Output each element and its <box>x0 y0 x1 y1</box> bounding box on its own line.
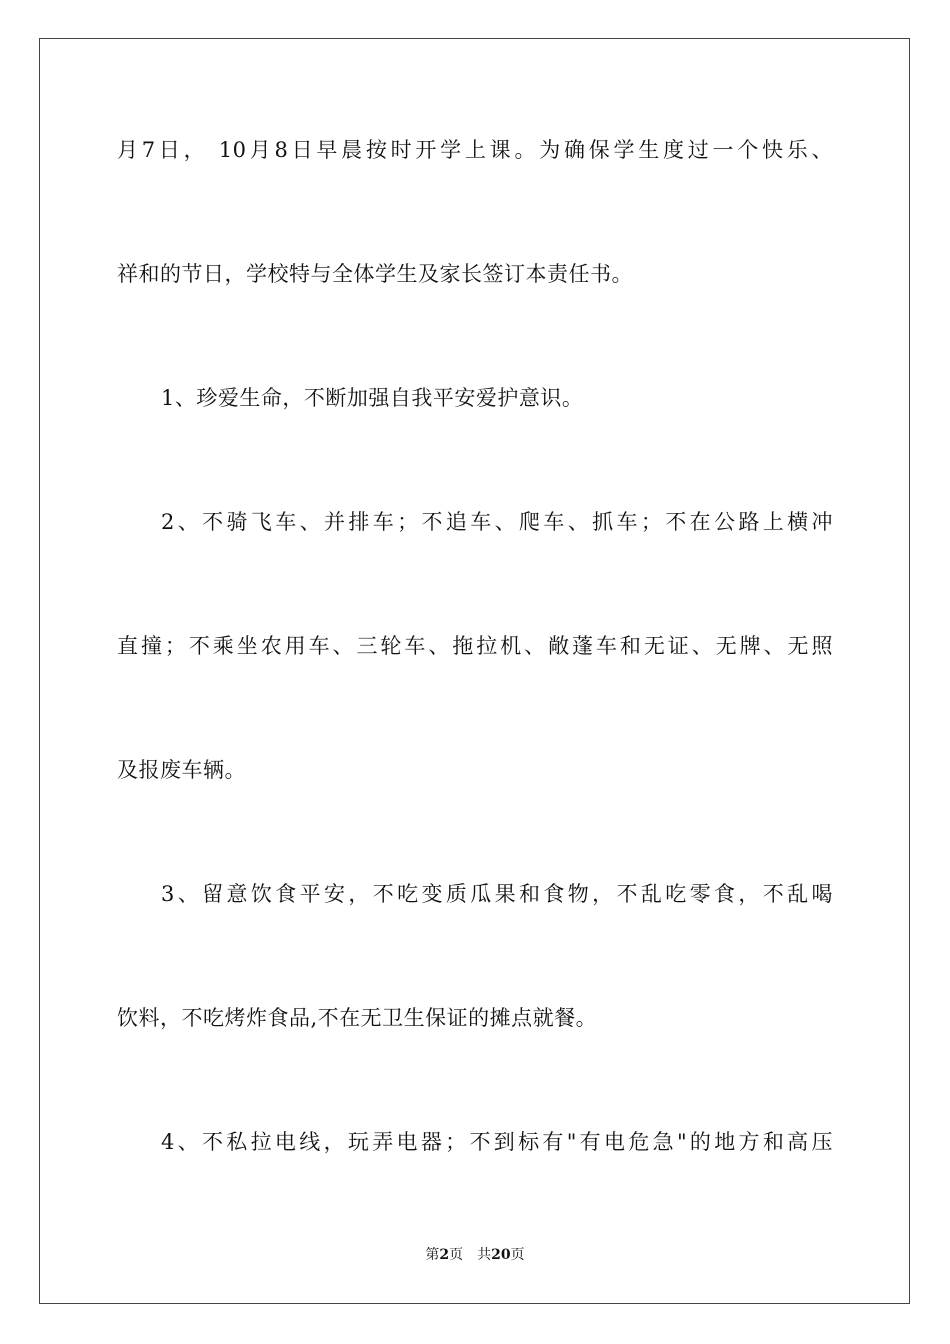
body-line-1: 月7日， 10月8日早晨按时开学上课。为确保学生度过一个快乐、 <box>117 138 833 162</box>
body-line-6: 及报废车辆。 <box>117 758 246 782</box>
body-line-5: 直撞；不乘坐农用车、三轮车、拖拉机、敞蓬车和无证、无牌、无照 <box>117 634 833 658</box>
footer-page-suffix: 页 <box>449 1247 464 1263</box>
body-line-9: 4、不私拉电线，玩弄电器；不到标有"有电危急"的地方和高压 <box>161 1130 833 1154</box>
body-line-7: 3、留意饮食平安，不吃变质瓜果和食物，不乱吃零食，不乱喝 <box>161 882 833 906</box>
footer-page-total: 20 <box>491 1247 511 1263</box>
footer-page-current: 2 <box>439 1247 450 1263</box>
body-line-3: 1、珍爱生命，不断加强自我平安爱护意识。 <box>161 386 584 410</box>
body-line-2: 祥和的节日，学校特与全体学生及家长签订本责任书。 <box>117 262 633 286</box>
footer-total-prefix: 共 <box>477 1247 492 1263</box>
page-frame <box>39 38 910 1304</box>
footer-page-prefix: 第 <box>425 1247 440 1263</box>
body-line-8: 饮料，不吃烤炸食品,不在无卫生保证的摊点就餐。 <box>117 1006 598 1030</box>
body-line-4: 2、不骑飞车、并排车；不追车、爬车、抓车；不在公路上横冲 <box>161 510 833 534</box>
footer-total-suffix: 页 <box>510 1247 525 1263</box>
page-footer <box>0 1246 950 1264</box>
